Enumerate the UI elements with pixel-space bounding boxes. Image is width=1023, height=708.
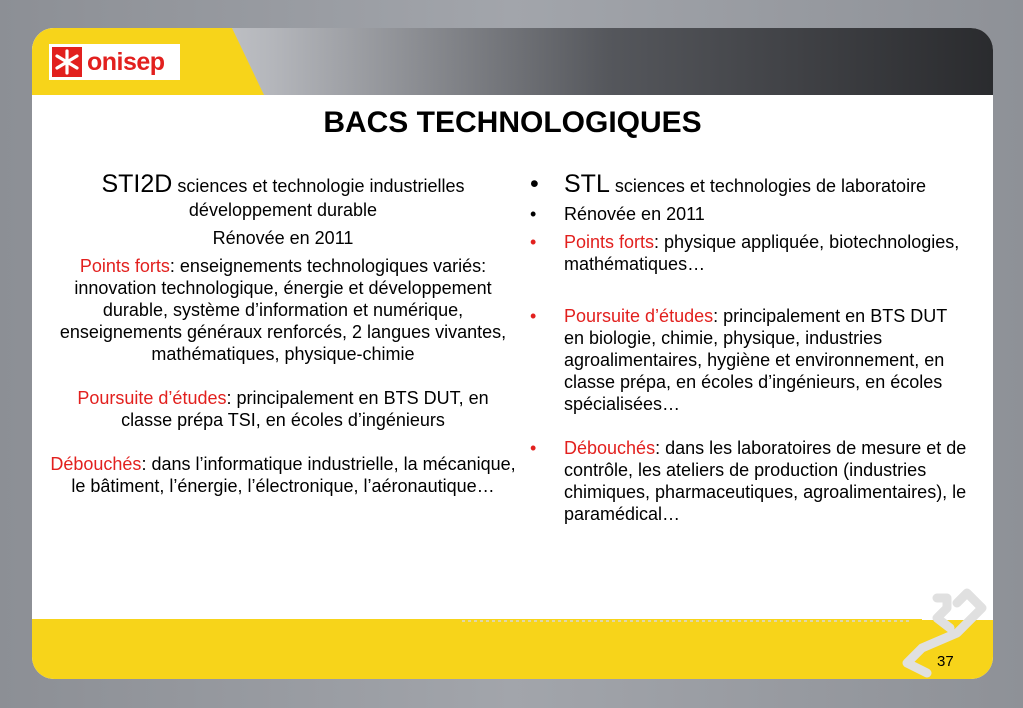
sti2d-points-label: Points forts [79, 256, 170, 276]
sti2d-jobs [50, 453, 516, 497]
stl-heading [522, 170, 967, 198]
slide [32, 28, 993, 679]
stl-renovated-item [522, 203, 967, 225]
stl-points-label: Points forts [564, 232, 655, 252]
sti2d-jobs-label: Débouchés [50, 454, 142, 474]
stl-jobs-text: : dans les laboratoires de mesure et de contrôle, les ateliers de production (industries chimiques, pharmaceutiques, agroalimentaires), le paramédical… [564, 438, 967, 524]
stl-jobs-label: Débouchés [564, 438, 656, 458]
bullet-icon: • [530, 438, 537, 458]
stl-studies-text: : principalement en BTS DUT en biologie, chimie, physique, industries agroalimentaires, hygiène et environnement, en classe prépa, en écoles d’ingénieurs, en écoles spécialisées… [564, 306, 947, 414]
stl-column [522, 170, 967, 525]
sti2d-subtitle-2: développement durable [188, 200, 378, 220]
stl-studies-label: Poursuite d’études [564, 306, 714, 326]
bullet-icon: • [530, 204, 537, 224]
stl-points-item [522, 231, 967, 275]
logo-text: onisep [87, 48, 165, 76]
page-title: BACS TECHNOLOGIQUES [323, 106, 702, 139]
sti2d-subtitle: sciences et technologie industrielles [177, 176, 465, 196]
sti2d-heading [50, 170, 516, 198]
sti2d-studies-label: Poursuite d’études [77, 388, 227, 408]
stl-studies-item [522, 305, 967, 415]
sti2d-points [50, 255, 516, 365]
onisep-logo [49, 44, 180, 80]
bullet-icon: • [530, 170, 539, 198]
sti2d-points-text: : enseignements technologiques variés: innovation technologique, énergie et développement durable, système d’information et numérique, enseignements généraux renforcés, 2 langues vivantes, mathématiques, physique-chimie [59, 256, 507, 364]
sti2d-name: STI2D [101, 170, 173, 198]
sti2d-renovated: Rénovée en 2011 [212, 228, 354, 248]
bullet-icon: • [530, 232, 537, 252]
stl-jobs-item [522, 437, 967, 525]
stl-subtitle: sciences et technologies de laboratoire [614, 176, 927, 196]
stl-points-text: : physique appliquée, biotechnologies, mathématiques… [564, 232, 960, 274]
sti2d-studies-text: : principalement en BTS DUT, en classe prépa TSI, en écoles d’ingénieurs [121, 388, 489, 430]
page-number: 37 [937, 653, 954, 670]
stl-renovated: Rénovée en 2011 [564, 204, 705, 224]
sti2d-studies [50, 387, 516, 431]
bullet-icon: • [530, 306, 537, 326]
footer-decoration-icon [32, 588, 993, 679]
logo-mark-icon [52, 47, 82, 77]
sti2d-column [50, 170, 516, 497]
stl-name: STL [564, 170, 610, 198]
sti2d-jobs-text: : dans l’informatique industrielle, la mécanique, le bâtiment, l’énergie, l’électronique, l’aéronautique… [71, 454, 516, 496]
